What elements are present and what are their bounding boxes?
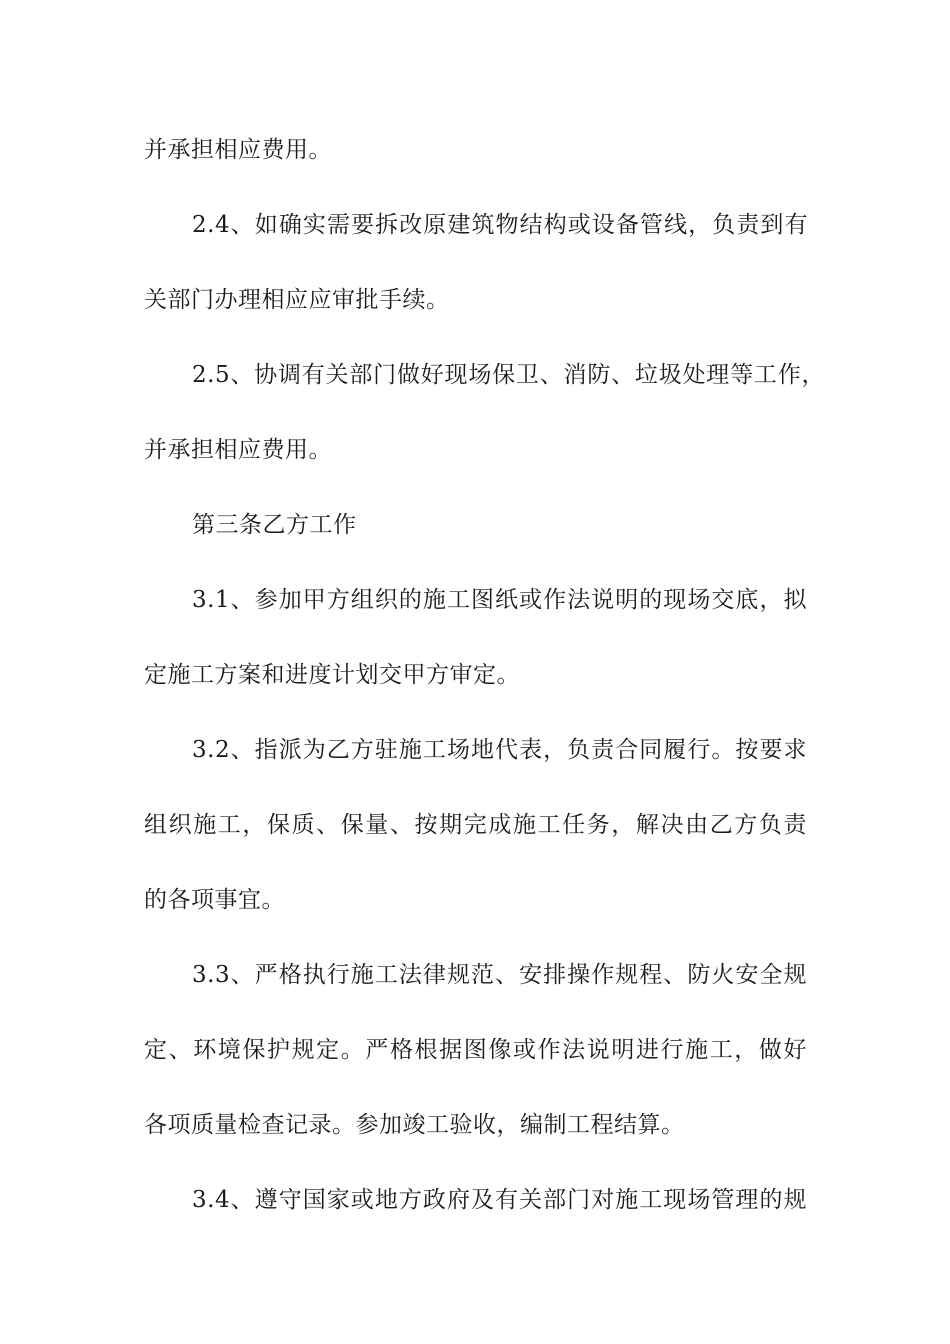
section-heading: 第三条乙方工作 <box>192 512 357 538</box>
text-line-2: 2.4、如确实需要拆改原建筑物结构或设备管线，负责到有 <box>192 212 808 238</box>
text-line-12: 3.3、严格执行施工法律规范、安排操作规程、防火安全规 <box>192 962 807 988</box>
text-line-9: 3.2、指派为乙方驻施工场地代表，负责合同履行。按要求 <box>192 737 807 763</box>
text-line-10: 组织施工，保质、保量、按期完成施工任务，解决由乙方负责 <box>144 812 807 838</box>
text-line-7: 3.1、参加甲方组织的施工图纸或作法说明的现场交底，拟 <box>192 587 807 613</box>
text-line-4: 2.5、协调有关部门做好现场保卫、消防、垃圾处理等工作， <box>192 362 825 388</box>
text-line-5: 并承担相应费用。 <box>144 437 332 463</box>
text-line-3: 关部门办理相应应审批手续。 <box>144 287 450 313</box>
text-line-15: 3.4、遵守国家或地方政府及有关部门对施工现场管理的规 <box>192 1187 807 1213</box>
text-line-1: 并承担相应费用。 <box>144 137 332 163</box>
text-line-8: 定施工方案和进度计划交甲方审定。 <box>144 662 520 688</box>
text-line-13: 定、环境保护规定。严格根据图像或作法说明进行施工，做好 <box>144 1037 807 1063</box>
text-line-11: 的各项事宜。 <box>144 887 285 913</box>
text-line-14: 各项质量检查记录。参加竣工验收，编制工程结算。 <box>144 1112 685 1138</box>
